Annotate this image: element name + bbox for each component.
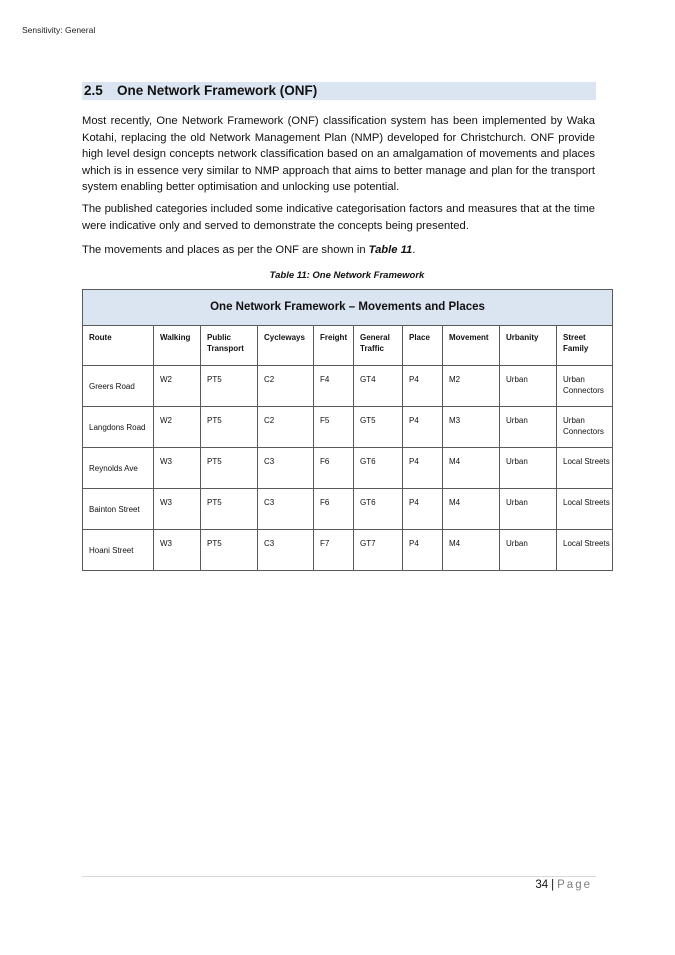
table-cell: M2 [443,366,500,407]
column-header: General Traffic [354,326,403,366]
table-cell: Urban [500,489,557,530]
page-number-footer [535,879,592,891]
table-cell: Local Streets [557,530,613,571]
column-header: Cycleways [258,326,314,366]
table-cell: C3 [258,530,314,571]
table-cell: W3 [154,448,201,489]
table-cell: M4 [443,489,500,530]
table-cell: PT5 [201,448,258,489]
table-row [83,530,613,571]
table-cell: Urban [500,530,557,571]
table-cell: M3 [443,407,500,448]
table-cell: C2 [258,366,314,407]
table-cell: Local Streets [557,489,613,530]
table-cell: PT5 [201,489,258,530]
route-cell: Hoani Street [83,530,154,571]
table-cell: Urban [500,366,557,407]
table-cell: PT5 [201,530,258,571]
table-cell: F6 [314,448,354,489]
table-cell: P4 [403,489,443,530]
table-row [83,366,613,407]
column-header: Movement [443,326,500,366]
table-cell: Local Streets [557,448,613,489]
section-number: 2.5 [84,83,103,98]
table-row [83,489,613,530]
table-cell: GT5 [354,407,403,448]
route-cell: Greers Road [83,366,154,407]
table-cell: PT5 [201,366,258,407]
onf-table [82,289,613,571]
page-label: Page [557,879,592,891]
table-body [83,366,613,571]
table-cell: F4 [314,366,354,407]
page-separator: | [551,879,555,891]
page-number: 34 [535,879,549,891]
table-ref-prefix: The movements and places as per the ONF are shown in [82,244,369,256]
table-title: One Network Framework – Movements and Places [83,290,613,326]
table-cell: W2 [154,407,201,448]
column-header: Walking [154,326,201,366]
table-cell: PT5 [201,407,258,448]
route-cell: Langdons Road [83,407,154,448]
table-cell: C2 [258,407,314,448]
paragraph-onf-intro: Most recently, One Network Framework (ONF) classification system has been implemented by Waka Kotahi, replacing the old Network Management Plan (NMP) developed for Christchurch. ONF provide high level design concepts network classification based on an amalgamation of movements and places which is in essence very similar to NMP approach that aims to better manage and plan for the transport system enabling better optimisation and unlocking use potential. [82,115,595,193]
column-header: Street Family [557,326,613,366]
table-cell: P4 [403,448,443,489]
route-cell: Reynolds Ave [83,448,154,489]
table-cell: Urban [500,448,557,489]
table-cell: M4 [443,448,500,489]
paragraph-table-ref [82,242,595,259]
column-header: Urbanity [500,326,557,366]
column-header: Place [403,326,443,366]
table-cell: C3 [258,448,314,489]
table-cell: M4 [443,530,500,571]
column-header: Freight [314,326,354,366]
sensitivity-label: Sensitivity: General [22,25,96,35]
table-cell: C3 [258,489,314,530]
table-cell: W3 [154,530,201,571]
table-cell: F5 [314,407,354,448]
footer-divider [82,876,596,877]
section-title: One Network Framework (ONF) [117,83,318,98]
table-cell: P4 [403,530,443,571]
table-cell: GT7 [354,530,403,571]
table-cell: F6 [314,489,354,530]
table-cell: Urban Connectors [557,366,613,407]
table-caption: Table 11: One Network Framework [269,270,425,281]
route-cell: Bainton Street [83,489,154,530]
column-header: Route [83,326,154,366]
column-header: Public Transport [201,326,258,366]
table-cell: P4 [403,366,443,407]
table-cell: P4 [403,407,443,448]
table-cell: Urban [500,407,557,448]
table-header-row [83,326,613,366]
table-ref-suffix: . [412,244,416,256]
table-row [83,407,613,448]
table-cell: GT4 [354,366,403,407]
table-cell: GT6 [354,489,403,530]
section-heading [82,82,596,100]
table-ref-link: Table 11 [368,244,413,256]
table-cell: GT6 [354,448,403,489]
table-cell: W2 [154,366,201,407]
table-row [83,448,613,489]
paragraph-categories: The published categories included some indicative categorisation factors and measures that at the time were indicative only and served to demonstrate the concepts being presented. [82,203,595,232]
table-cell: F7 [314,530,354,571]
table-cell: Urban Connectors [557,407,613,448]
table-cell: W3 [154,489,201,530]
